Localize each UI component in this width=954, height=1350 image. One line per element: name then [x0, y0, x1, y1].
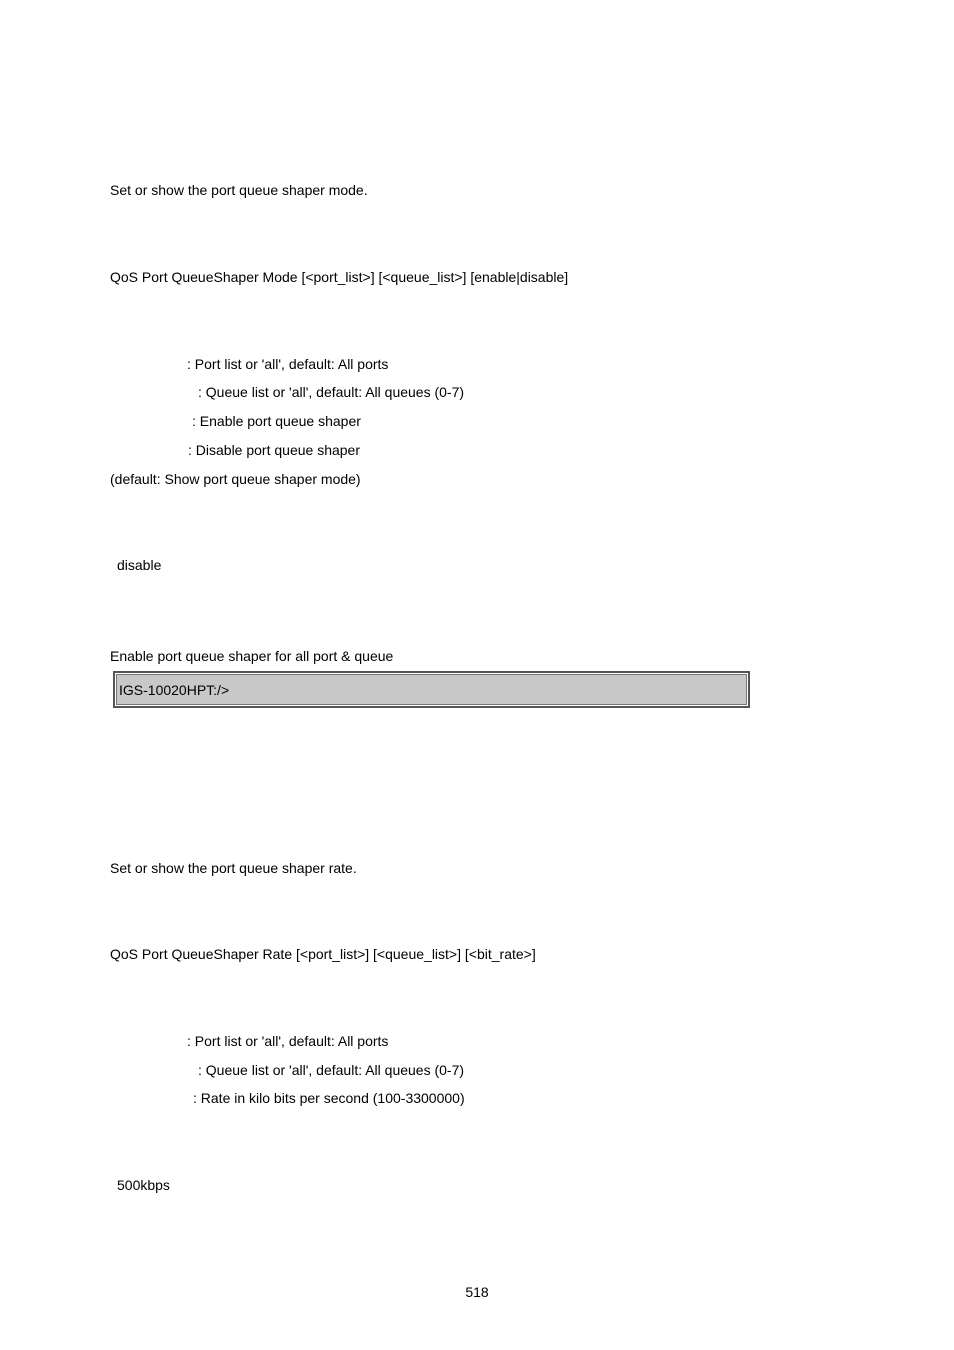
page-number: 518 — [465, 1284, 489, 1300]
rate-description: Set or show the port queue shaper rate. — [110, 860, 357, 876]
mode-param-port-list: : Port list or 'all', default: All ports — [187, 356, 389, 372]
mode-param-disable: : Disable port queue shaper — [188, 442, 360, 458]
mode-param-enable: : Enable port queue shaper — [192, 413, 361, 429]
example-code-box — [113, 671, 750, 708]
rate-param-queue-list: : Queue list or 'all', default: All queues (0-7) — [198, 1062, 465, 1078]
mode-example-description: Enable port queue shaper for all port & queue — [110, 648, 394, 664]
mode-description: Set or show the port queue shaper mode. — [110, 182, 368, 198]
mode-default-note: (default: Show port queue shaper mode) — [110, 471, 361, 487]
rate-param-bit-rate: : Rate in kilo bits per second (100-3300000) — [193, 1090, 465, 1106]
rate-default-value: 500kbps — [117, 1177, 170, 1193]
mode-param-queue-list: : Queue list or 'all', default: All queues (0-7) — [198, 384, 465, 400]
rate-syntax: QoS Port QueueShaper Rate [<port_list>] [<queue_list>] [<bit_rate>] — [110, 946, 536, 962]
mode-default-value: disable — [117, 557, 162, 573]
example-prompt: IGS-10020HPT:/> — [119, 682, 230, 698]
mode-syntax: QoS Port QueueShaper Mode [<port_list>] [<queue_list>] [enable|disable] — [110, 269, 569, 285]
rate-param-port-list: : Port list or 'all', default: All ports — [187, 1033, 389, 1049]
